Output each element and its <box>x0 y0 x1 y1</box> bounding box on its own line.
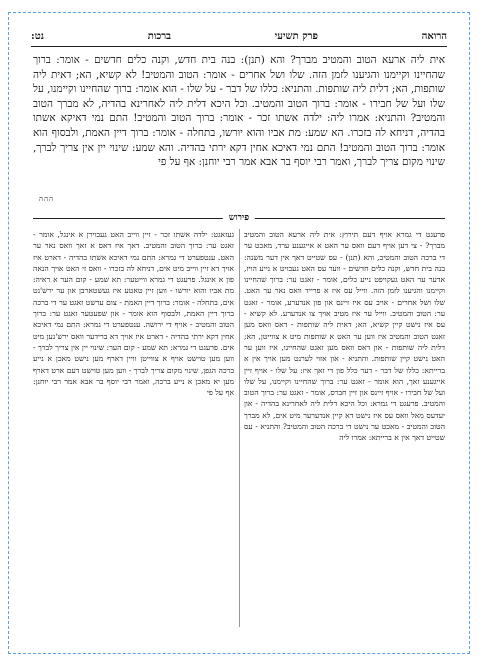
commentary-title: פירוש <box>223 212 255 223</box>
talmud-page <box>8 12 470 654</box>
header-rule <box>31 46 447 47</box>
commentary-column-right: פרעגט די גמרא אויף דעם תירוץ: אית ליה ארעא הטוב והמטיב מברך? - צי דען אויף דעם וואס ער האט א אייגענע ערד, מאכט ער די ברכה הטוב והמטיב, והא (תנן) - עס שטייט דאך אין דער משנה: בנה בית חדש, וקנה כלים חדשים - ווער עס האט געבויט א נייע הויז, אדער ער האט געקויפט נייע כלים, אומר - זאגט ער: ברוך שהחיינו וקיימנו והגיענו לזמן הזה. ווייל עס איז א פרייד וואס נאר ער האט. שלו ושל אחרים - אויב עס איז זיינס און פון אנדערע, אומר - זאגט ער: הטוב והמטיב. ווייל ער איז מטיב אויך צו אנדערע. לא קשיא - עס איז נישט קיין קשיא, הא; דאית ליה שותפות - דאס וואס מען זאגט הטוב והמטיב איז ווען ער האט א שותפות מיט א צווייטן, הא; דלית ליה שותפות - און דאס וואס מען זאגט שהחיינו, איז ווען ער האט נישט קיין שותפות. והתניא - און אזוי לערנט מען אויך אין א ברייתא: כללו של דבר - דער כלל פון די זאך איז: על שלו - אויף זיין אייגענע זאך, הוא אומר - זאגט ער: ברוך שהחיינו וקיימנו, על שלו ועל של חבירו - אויף זיינס און זיין חברס, אומר - זאגט ער: ברוך הטוב והמטיב. פרעגט די גמרא: וכל היכא דלית ליה לאחרינא בהדיה - און יעדעס מאל וואס עס איז נישט דא קיין אנדערער מיט אים, לא מברך הטוב והמטיב - מאכט ער נישט די ברכה הטוב והמטיב? והתניא - עס שטייט דאך אין א ברייתא: אמרו ליה <box>244 230 445 443</box>
header-page-number: נט: <box>31 30 45 42</box>
section-separator: ההה <box>39 195 55 203</box>
page-header <box>31 27 447 45</box>
gemara-main-text: אית ליה ארעא הטוב והמטיב מברך? והא (תנן): בנה בית חדש, וקנה כלים חדשים - אומר: ברוך שהחיינו וקיימנו והגיענו לזמן הזה. שלו ושל אחרים - אומר: הטוב והמטיב! לא קשיא, הא; דאית ליה שותפות, הא; דלית ליה שותפות. והתניא: כללו של דבר - על שלו - הוא אומר: ברוך שהחיינו וקיימנו, על שלו ועל של חבירו - אומר: ברוך הטוב והמטיב. וכל היכא דלית ליה לאחרינא בהדיה, לא מברך הטוב והמטיב? והתניא: אמרו ליה: ילדה אשתו זכר - אומר: ברוך הטוב והמטיב! התם נמי דאיקא אשתו בהדיה, דניחא לה בזכרו. הא שמע: מת אביו והוא יורשו, בתחלה - אומר: ברוך דיין האמת, ולבסוף הוא אומר: ברוך הטוב והמטיב! התם נמי דאיכא אחין דקא ירתי בהדיה. והא שמע: שינוי יין אין צריך לברך, שינוי מקום צריך לברך, ואמר רבי יוסף בר אבא אמר רבי יוחנן: אף על פי <box>33 54 445 169</box>
column-divider <box>239 229 240 627</box>
header-tractate: ברכות <box>147 30 171 42</box>
header-chapter-number: פרק תשיעי <box>274 30 318 42</box>
commentary-column-left: געזאגט: ילדה אשתו זכר - זיין ווייב האט געבוירן א אינגל, אומר - זאגט ער: ברוך הטוב והמטיב. דאך איז דאס א זאך וואס נאר ער האט. ענטפערט די גמרא: התם נמי דאיכא אשתו בהדיה - דארט איז אויך דא זיין ווייב מיט אים, דניחא לה בזכרו - וואס זי האט אויך הנאה פון א אינגל. פרעגט די גמרא ווייטער: תא שמע - קום הער א ראיה: מת אביו והוא יורשו - ווען זיין טאטע איז געשטארבן און ער ירש'נט אים, בתחלה - אומר: ברוך דיין האמת - צום ערשט זאגט ער די ברכה ברוך דיין האמת, ולבסוף הוא אומר - און שפעטער זאגט ער: ברוך הטוב והמטיב - אויף די ירושה. ענטפערט די גמרא: התם נמי דאיכא אחין דקא ירתי בהדיה - דארט איז אויך דא ברידער וואס ירש'נען מיט אים. פרעגט די גמרא: תא שמע - קום הער: שינוי יין אין צריך לברך - ווען מען טוישט אויף א צווייטן וויין דארף מען נישט מאכן א נייע ברכה הגפן, שינוי מקום צריך לברך - ווען מען טוישט דעם ארט דארף מען יא מאכן א נייע ברכה, ואמר רבי יוסף בר אבא אמר רבי יוחנן: אף על פי <box>33 230 234 398</box>
commentary-title-row <box>33 212 445 224</box>
header-chapter-title: הרואה <box>421 30 447 42</box>
